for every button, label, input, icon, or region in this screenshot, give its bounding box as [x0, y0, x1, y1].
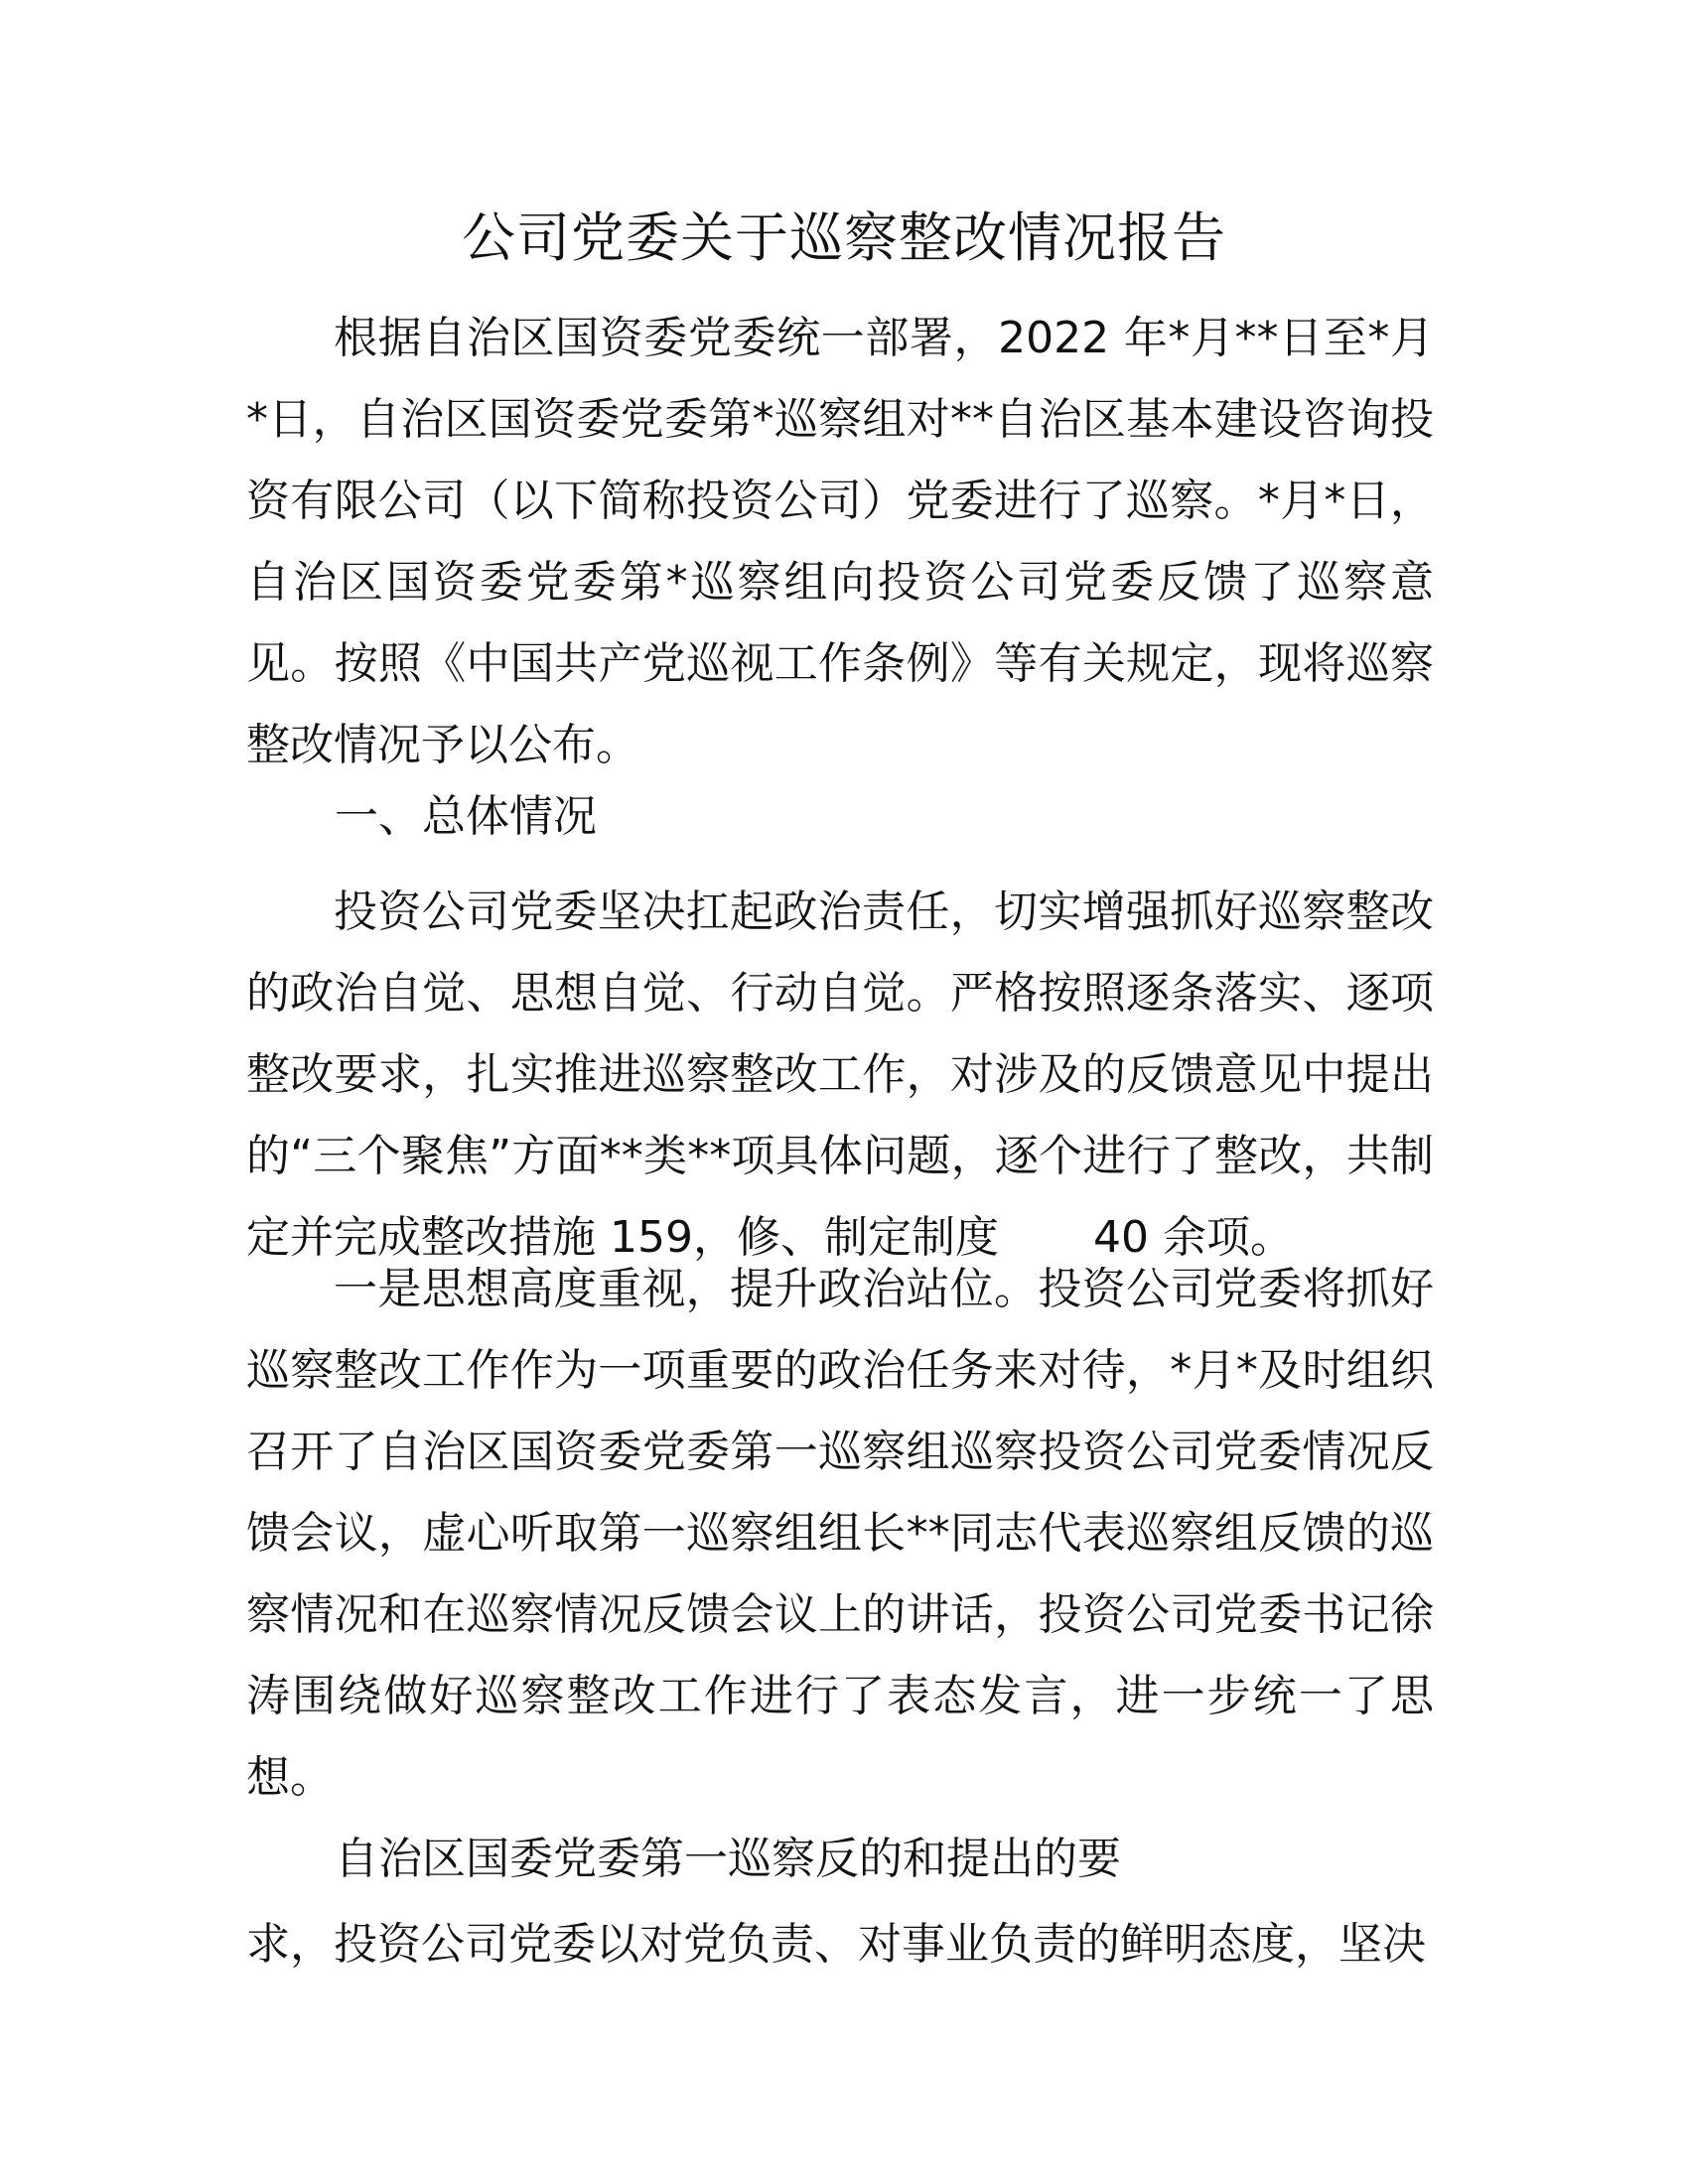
intro-paragraph: 根据自治区国资委党委统一部署，2022 年*月**日至*月*日，自治区国资委党委第*巡察组对**自治区基本建设咨询投资有限公司（以下简称投资公司）党委进行了巡察。*月*日，自治区国资委党委第*巡察组向投资公司党委反馈了巡察意见。按照《中国共产党巡视工作条例》等有关规定，现将巡察整改情况予以公布。	[246, 313, 1434, 770]
overall-paragraph-part1: 投资公司党委坚决扛起政治责任，切实增强抓好巡察整改的政治自觉、思想自觉、行动自觉。严格按照逐条落实、逐项整改要求，扎实推进巡察整改工作，对涉及的反馈意见中提出的“三个聚焦”方面**类**项具体问题，逐个进行了整改，共制定并完成整改措施 159，修、制定制度	[246, 887, 1434, 1263]
point-one-paragraph: 一是思想高度重视，提升政治站位。投资公司党委将抓好巡察整改工作作为一项重要的政治任务来对待，*月*及时组织召开了自治区国资委党委第一巡察组巡察投资公司党委情况反馈会议，虚心听取第一巡察组组长**同志代表巡察组反馈的巡察情况和在巡察情况反馈会议上的讲话，投资公司党委书记徐涛围绕做好巡察整改工作进行了表态发言，进一步统一了思想。	[246, 1264, 1434, 1803]
document-title: 公司党委关于巡察整改情况报告	[462, 206, 1226, 269]
overall-paragraph	[246, 872, 1434, 1279]
fragment-line: 自治区国委党委第一巡察反的和提出的要	[335, 1834, 1121, 1884]
section-heading-overall: 一、总体情况	[335, 791, 597, 842]
continuation-line: 求，投资公司党委以对党负责、对事业负责的鲜明态度，坚决	[246, 1919, 1426, 1970]
overall-paragraph-part2: 40 余项。	[1092, 1212, 1294, 1263]
